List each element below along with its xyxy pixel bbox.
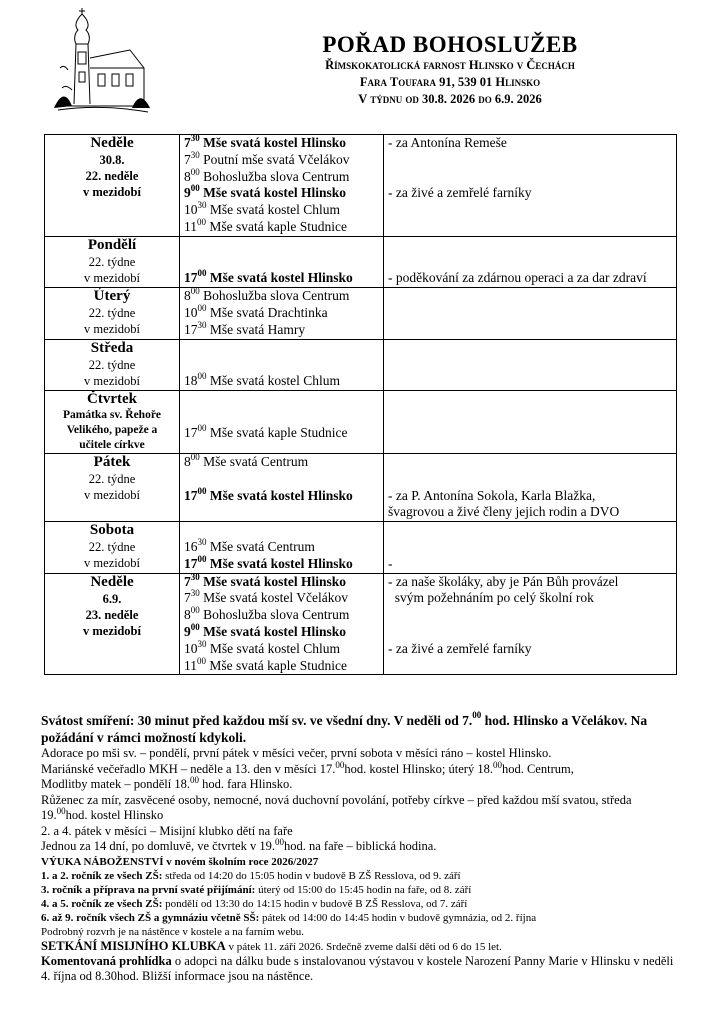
- intention-text: [384, 607, 676, 624]
- day-subtitle: 22. týdne: [88, 254, 136, 269]
- intention-cell: [384, 339, 677, 390]
- schedule-row: [45, 390, 677, 453]
- intention-cell: [384, 135, 677, 237]
- mass-time-item: $16^{30}$ Mše svatá Centrum: [184, 536, 315, 554]
- mass-cell: [180, 135, 384, 237]
- mass-time-item: [180, 356, 383, 373]
- schedule-row: [45, 135, 677, 237]
- mass-time-item: $7^{30}$ Mše svatá kostel Hlinsko: [184, 133, 347, 150]
- day-subtitle: v mezidobí: [84, 556, 140, 571]
- page-title: POŘAD BOHOSLUŽEB: [322, 32, 578, 57]
- week-range: V týdnu od 30.8. 2026 do 6.9. 2026: [358, 92, 542, 106]
- mass-cell: [180, 288, 384, 339]
- mass-time-item: $9^{00}$ Mše svatá kostel Hlinsko: [184, 621, 347, 639]
- mass-cell: [180, 453, 384, 521]
- education-item: 3. ročník a příprava na první svaté přijímání: úterý od 15:00 do 15:45 hodin na faře, od 8. září: [41, 883, 472, 896]
- intention-text: [384, 539, 676, 556]
- education-item: 4. a 5. ročník ze všech ZŠ: pondělí od 13:30 do 14:15 hodin v budově B ZŠ Resslova, od 7. září: [41, 897, 468, 910]
- mass-cell: [180, 573, 384, 675]
- day-cell: [45, 390, 180, 453]
- day-subtitle: učitele církve: [79, 438, 145, 451]
- parish-address: Fara Toufara 91, 539 01 Hlinsko: [359, 75, 541, 89]
- intention-text: -: [388, 555, 393, 571]
- education-note: Podrobný rozvrh je na nástěnce v kostele a na farním webu.: [41, 925, 304, 938]
- schedule-row: [45, 453, 677, 521]
- day-cell: [45, 522, 180, 573]
- day-subtitle: v mezidobí: [84, 487, 140, 502]
- mass-time-item: $17^{00}$ Mše svatá kaple Studnice: [184, 422, 348, 440]
- intention-cell: [384, 522, 677, 573]
- mass-time-item: $7^{30}$ Mše svatá kostel Hlinsko: [184, 571, 347, 589]
- day-subtitle: v mezidobí: [84, 322, 140, 337]
- day-cell: [45, 236, 180, 287]
- mission-note: 2. a 4. pátek v měsíci – Misijní klubko dětí na faře: [41, 823, 293, 838]
- education-item: 6. až 9. ročník všech ZŠ a gymnáziu včetně SŠ: pátek od 14:00 do 14:45 hodin v budově gymnázia, od 2. října: [41, 911, 537, 924]
- intention-cell: [384, 573, 677, 675]
- mass-time-item: $17^{00}$ Mše svatá kostel Hlinsko: [184, 485, 353, 503]
- mass-cell: [180, 390, 384, 453]
- schedule-row: [45, 573, 677, 675]
- intention-text: [384, 254, 676, 271]
- intention-cell: [384, 236, 677, 287]
- intention-text: [384, 454, 676, 471]
- rosary-note: Růženec za mír, zasvěcené osoby, nemocné, nová duchovní povolání, potřeby církve – před každou mší svatou, středa 19.00hod. kostel Hlinsko: [41, 792, 632, 822]
- day-cell: [45, 453, 180, 521]
- intention-cell: [384, 288, 677, 339]
- mass-cell: [180, 522, 384, 573]
- intention-text: svým požehnáním po celý školní rok: [388, 590, 594, 606]
- day-subtitle: 22. týdne: [88, 357, 136, 372]
- day-subtitle: v mezidobí: [83, 623, 141, 638]
- intention-text: [384, 237, 676, 254]
- intention-text: - za živé a zemřelé farníky: [388, 640, 532, 656]
- biblical-note: Jednou za 14 dní, po domluvě, ve čtvrtek v 19.00hod. na faře – biblická hodina.: [41, 837, 437, 853]
- mass-time-item: $9^{00}$ Mše svatá kostel Hlinsko: [184, 183, 347, 201]
- mass-time-item: $17^{00}$ Mše svatá kostel Hlinsko: [184, 268, 353, 286]
- marian-note: Mariánské večeřadlo MKH – neděle a 13. den v měsíci 17.00hod. kostel Hlinsko; úterý 18.00hod. Centrum,: [41, 759, 574, 776]
- intention-text: - za Antonína Remeše: [388, 135, 507, 150]
- mass-time-item: $11^{00}$ Mše svatá kaple Studnice: [184, 216, 347, 234]
- mothers-note: Modlitby matek – pondělí 18.00 hod. fara Hlinsko.: [41, 775, 293, 791]
- education-title: VÝUKA NÁBOŽENSTVÍ v novém školním roce 2026/2027: [41, 855, 319, 868]
- mass-time-item: [180, 471, 383, 488]
- intention-text: [384, 471, 676, 488]
- mass-cell: [180, 236, 384, 287]
- education-item: 1. a 2. ročník ze všech ZŠ: středa od 14:20 do 15:05 hodin v budově B ZŠ Resslova, od 9. září: [41, 869, 461, 882]
- schedule-row: [45, 339, 677, 390]
- day-name: Pondělí: [87, 236, 137, 253]
- confession-note: Svátost smíření: 30 minut před každou mší sv. ve všední dny. V neděli od 7.00 hod. Hlinsko a Včelákov. Na požádání v rámci možností kdykoli.: [41, 710, 648, 745]
- mass-time-item: [180, 340, 383, 357]
- mass-time-item: $7^{30}$ Mše svatá kostel Včelákov: [184, 588, 348, 606]
- intention-text: - za živé a zemřelé farníky: [388, 185, 532, 201]
- intention-text: [384, 522, 676, 539]
- mass-time-item: $8^{00}$ Bohoslužba slova Centrum: [184, 605, 350, 623]
- mass-cell: [180, 339, 384, 390]
- mass-time-item: [180, 408, 383, 425]
- church-logo: [52, 8, 152, 118]
- tour-note: Komentovaná prohlídka o adopci na dálku bude s instalovanou výstavou v kostele Narození Panny Marie v Hlinsku v neděli 4. října od 8.30hod. Bližší informace jsou na nástěnce.: [41, 953, 674, 983]
- mass-time-item: $11^{00}$ Mše svatá kaple Studnice: [184, 655, 347, 673]
- day-subtitle: Velikého, papeže a: [66, 423, 158, 436]
- intention-cell: [384, 390, 677, 453]
- mass-time-item: $7^{30}$ Poutní mše svatá Včelákov: [184, 149, 350, 167]
- day-subtitle: 23. neděle: [85, 607, 139, 622]
- day-name: Úterý: [93, 288, 131, 305]
- intention-text: [384, 624, 676, 641]
- day-name: Pátek: [93, 453, 131, 470]
- mass-time-item: $17^{30}$ Mše svatá Hamry: [184, 319, 306, 337]
- mass-time-item: $18^{00}$ Mše svatá kostel Chlum: [184, 371, 340, 389]
- day-cell: [45, 288, 180, 339]
- mass-time-item: $17^{00}$ Mše svatá kostel Hlinsko: [184, 553, 353, 571]
- schedule-row: [45, 522, 677, 573]
- day-cell: [45, 135, 180, 237]
- intention-text: [384, 169, 676, 186]
- intention-text: - za P. Antonína Sokola, Karla Blažka,: [388, 487, 596, 503]
- intention-text: - poděkování za zdárnou operaci a za dar zdraví: [388, 270, 647, 286]
- day-subtitle: v mezidobí: [84, 270, 140, 285]
- mass-time-item: $10^{30}$ Mše svatá kostel Chlum: [184, 200, 340, 218]
- schedule-row: [45, 288, 677, 339]
- day-name: Čtvrtek: [87, 390, 137, 407]
- intention-text: - za naše školáky, aby je Pán Bůh provázel: [388, 573, 619, 589]
- day-cell: [45, 339, 180, 390]
- mass-time-item: $8^{00}$ Bohoslužba slova Centrum: [184, 166, 350, 184]
- day-date: 30.8.: [99, 153, 125, 167]
- day-subtitle: v mezidobí: [83, 185, 141, 199]
- day-subtitle: 22. neděle: [85, 169, 139, 183]
- mass-time-item: [180, 391, 383, 408]
- day-date: 6.9.: [102, 591, 122, 606]
- intention-cell: [384, 453, 677, 521]
- schedule-table: [44, 134, 677, 675]
- mass-time-item: $10^{00}$ Mše svatá Drachtinka: [184, 302, 328, 320]
- day-name: Neděle: [90, 573, 134, 590]
- day-subtitle: 22. týdne: [88, 306, 136, 321]
- mass-time-item: $10^{30}$ Mše svatá kostel Chlum: [184, 638, 340, 656]
- day-name: Středa: [90, 339, 134, 356]
- mass-time-item: $8^{00}$ Mše svatá Centrum: [184, 451, 309, 469]
- parish-name: Římskokatolická farnost Hlinsko v Čechách: [325, 58, 575, 72]
- intention-text: švagrovou a živé členy jejich rodin a DVO: [388, 504, 620, 520]
- mass-time-item: [180, 254, 383, 271]
- day-cell: [45, 573, 180, 675]
- club-note: SETKÁNÍ MISIJNÍHO KLUBKA v pátek 11. září 2026. Srdečně zveme další děti od 6 do 15 let.: [41, 938, 502, 953]
- day-subtitle: v mezidobí: [84, 373, 140, 388]
- mass-time-item: [180, 237, 383, 254]
- day-subtitle: 22. týdne: [88, 540, 136, 555]
- day-name: Neděle: [90, 135, 134, 151]
- adoration-note: Adorace po mši sv. – pondělí, první pátek v měsíci večer, první sobota v měsíci ráno – kostel Hlinsko.: [41, 746, 552, 760]
- intention-text: [384, 152, 676, 169]
- day-subtitle: 22. týdne: [88, 471, 136, 486]
- schedule-row: [45, 236, 677, 287]
- mass-time-item: [180, 522, 383, 539]
- day-subtitle: Památka sv. Řehoře: [62, 408, 162, 421]
- mass-time-item: $8^{00}$ Bohoslužba slova Centrum: [184, 286, 350, 304]
- day-name: Sobota: [89, 522, 135, 539]
- notes-section: [41, 712, 681, 985]
